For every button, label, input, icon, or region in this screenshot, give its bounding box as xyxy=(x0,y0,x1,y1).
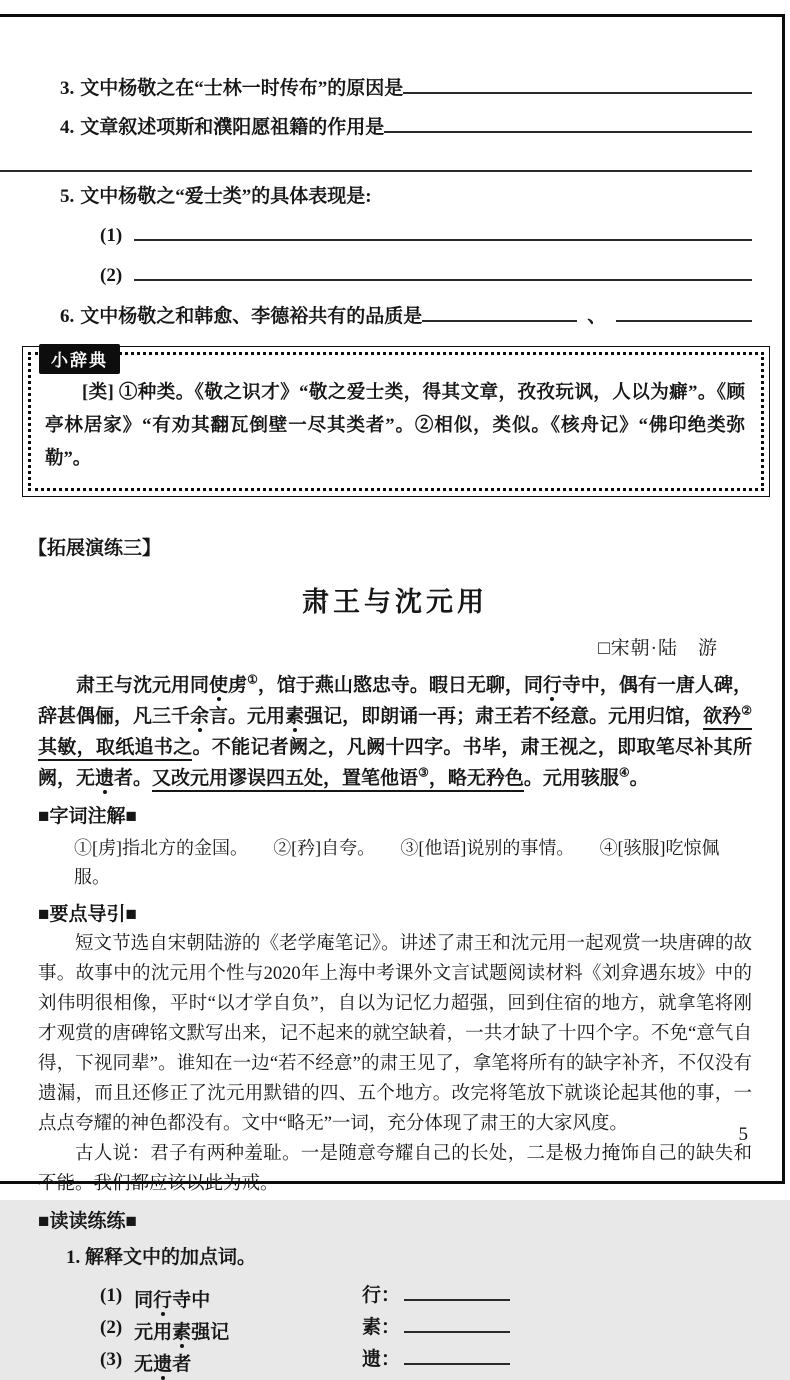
exercise-answer xyxy=(362,1309,510,1339)
question-number: 6. xyxy=(60,306,75,328)
exercise-item-number: (3) xyxy=(100,1349,123,1371)
exercise-question-1: 1. 解释文中的加点词。 xyxy=(66,1247,257,1269)
answer-label: 行： xyxy=(362,1285,401,1307)
exercise-phrase: 元用素强记 xyxy=(134,1322,230,1344)
emphasized-char: 遗 xyxy=(95,768,115,790)
emphasized-char: 遗 xyxy=(153,1354,173,1376)
answer-continuation-line xyxy=(0,148,752,172)
question-number: 3. xyxy=(60,77,75,99)
sub-item-number: (1) xyxy=(100,224,123,246)
question-5-sub-2 xyxy=(100,258,752,292)
note-item: ①[虏]指北方的金国。 xyxy=(74,838,248,859)
answer-blank xyxy=(134,217,752,241)
note-reference: ① xyxy=(247,672,258,687)
mini-dictionary-label: 小辞典 xyxy=(39,344,120,374)
notes-header: ■字词注解■ xyxy=(38,806,137,828)
question-text: 文章叙述项斯和濮阳愿祖籍的作用是 xyxy=(80,116,385,138)
section-header: 【拓展演练三】 xyxy=(28,538,162,560)
article-title: 肃王与沈元用 xyxy=(302,587,488,618)
notes-line xyxy=(38,834,752,892)
dictionary-entry: [类] ①种类。《敬之识才》“敬之爱士类，得其文章，孜孜玩讽，人以为癖”。《顾亭林居家》“有劝其翻瓦倒壁一尽其类者”。②相似，类似。《核舟记》“佛印绝类弥勒”。 xyxy=(45,383,745,470)
exercises-header: ■读读练练■ xyxy=(38,1211,137,1233)
exercise-phrase: 无遗者 xyxy=(134,1354,192,1376)
exercise-phrase-cell xyxy=(100,1349,362,1376)
question-4 xyxy=(60,109,752,143)
answer-blank xyxy=(404,1277,510,1301)
question-text: 文中杨敬之“爱士类”的具体表现是: xyxy=(80,185,372,207)
exercise-item-number: (2) xyxy=(100,1317,123,1339)
exercise-item-number: (1) xyxy=(100,1285,123,1307)
emphasized-char: 行 xyxy=(542,675,562,697)
answer-blank xyxy=(404,1309,510,1333)
exercise-phrase-cell xyxy=(100,1317,362,1344)
answer-label: 素： xyxy=(362,1317,401,1339)
question-6 xyxy=(60,298,752,332)
mini-dictionary-border xyxy=(28,352,764,491)
answer-label: 遗： xyxy=(362,1349,401,1371)
page-content xyxy=(28,70,752,1376)
guide-paragraph: 短文节选自宋朝陆游的《老学庵笔记》。讲述了肃王和沈元用一起观赏一块唐碑的故事。故事中的沈元用个性与2020年上海中考课外文言试题阅读材料《刘弇遇东坡》中的刘伟明很相像，平时“以才学自负”，自以为记忆力超强，回到住宿的地方，就拿笔将刚才观赏的唐碑铭文默写出来，记不起来的就空缺着，一共才缺了十四个字。不免“意气自得，下视同辈”。谁知在一边“若不经意”的肃王见了，拿笔将所有的缺字补齐，不仅没有遗漏，而且还修正了沈元用默错的四、五个地方。改完将笔放下就谈论起其他的事，一点点夸耀的神色都没有。文中“略无”一词，充分体现了肃王的大家风度。 xyxy=(38,934,752,1135)
emphasized-char: 素 xyxy=(172,1322,192,1344)
underlined-segment: 又改元用谬误四五处，置笔他语③，略无矜色 xyxy=(152,768,524,792)
answer-blank xyxy=(422,298,577,322)
emphasized-char: 行 xyxy=(153,1290,173,1312)
exercise-items xyxy=(38,1277,752,1376)
exercise-phrase: 同行寺中 xyxy=(134,1290,211,1312)
emphasized-char: 使 xyxy=(209,675,229,697)
answer-blank xyxy=(404,1341,510,1365)
mini-dictionary-box xyxy=(22,346,770,497)
question-number: 4. xyxy=(60,116,75,138)
question-text: 文中杨敬之和韩愈、李德裕共有的品质是 xyxy=(80,306,423,328)
exercise-answer xyxy=(362,1277,510,1307)
page-number: 5 xyxy=(738,1124,748,1145)
note-item: ③[他语]说别的事情。 xyxy=(400,838,575,859)
note-reference: ④ xyxy=(618,765,630,780)
exercise-item xyxy=(100,1341,752,1376)
list-separator: 、 xyxy=(587,306,607,328)
note-item: ④[骇服]吃惊佩服。 xyxy=(74,838,720,888)
question-5 xyxy=(60,182,752,212)
answer-blank xyxy=(134,258,752,282)
answer-blank xyxy=(403,70,752,94)
emphasized-char: 余 xyxy=(190,706,210,728)
note-reference: ② xyxy=(741,703,752,718)
article-passage: 肃王与沈元用同使虏①，馆于燕山愍忠寺。暇日无聊，同行寺中，偶有一唐人碑，辞甚偶俪，凡三千余言。元用素强记，即朗诵一再；肃王若不经意。元用归馆，欲矜②其敏，取纸追书之。不能记者阙之，凡阙十四字。书毕，肃王视之，即取笔尽补其所阙，无遗者。又改元用谬误四五处，置笔他语③，略无矜色。元用骇服④。 xyxy=(38,670,752,794)
article-author: □宋朝·陆 游 xyxy=(598,638,718,660)
exercise-phrase-cell xyxy=(100,1285,362,1312)
exercise-item xyxy=(100,1309,752,1344)
guide-header: ■要点导引■ xyxy=(38,904,137,926)
exercise-item xyxy=(100,1277,752,1312)
note-reference: ③ xyxy=(418,765,429,780)
question-number: 5. xyxy=(60,185,75,207)
underlined-segment: 欲矜②其敏，取纸追书之 xyxy=(38,706,752,761)
exercise-answer xyxy=(362,1341,510,1371)
emphasized-char: 素 xyxy=(285,706,305,728)
question-3 xyxy=(60,70,752,104)
answer-blank xyxy=(616,298,752,322)
question-5-sub-1 xyxy=(100,217,752,251)
sub-item-number: (2) xyxy=(100,265,123,287)
answer-blank xyxy=(384,109,752,133)
top-questions xyxy=(38,70,752,332)
question-text: 文中杨敬之在“士林一时传布”的原因是 xyxy=(80,77,404,99)
guide-body xyxy=(38,929,752,1199)
guide-paragraph: 古人说：君子有两种羞耻。一是随意夸耀自己的长处，二是极力掩饰自己的缺失和不能。我们都应该以此为戒。 xyxy=(38,1144,752,1195)
note-item: ②[矜]自夸。 xyxy=(273,838,376,859)
